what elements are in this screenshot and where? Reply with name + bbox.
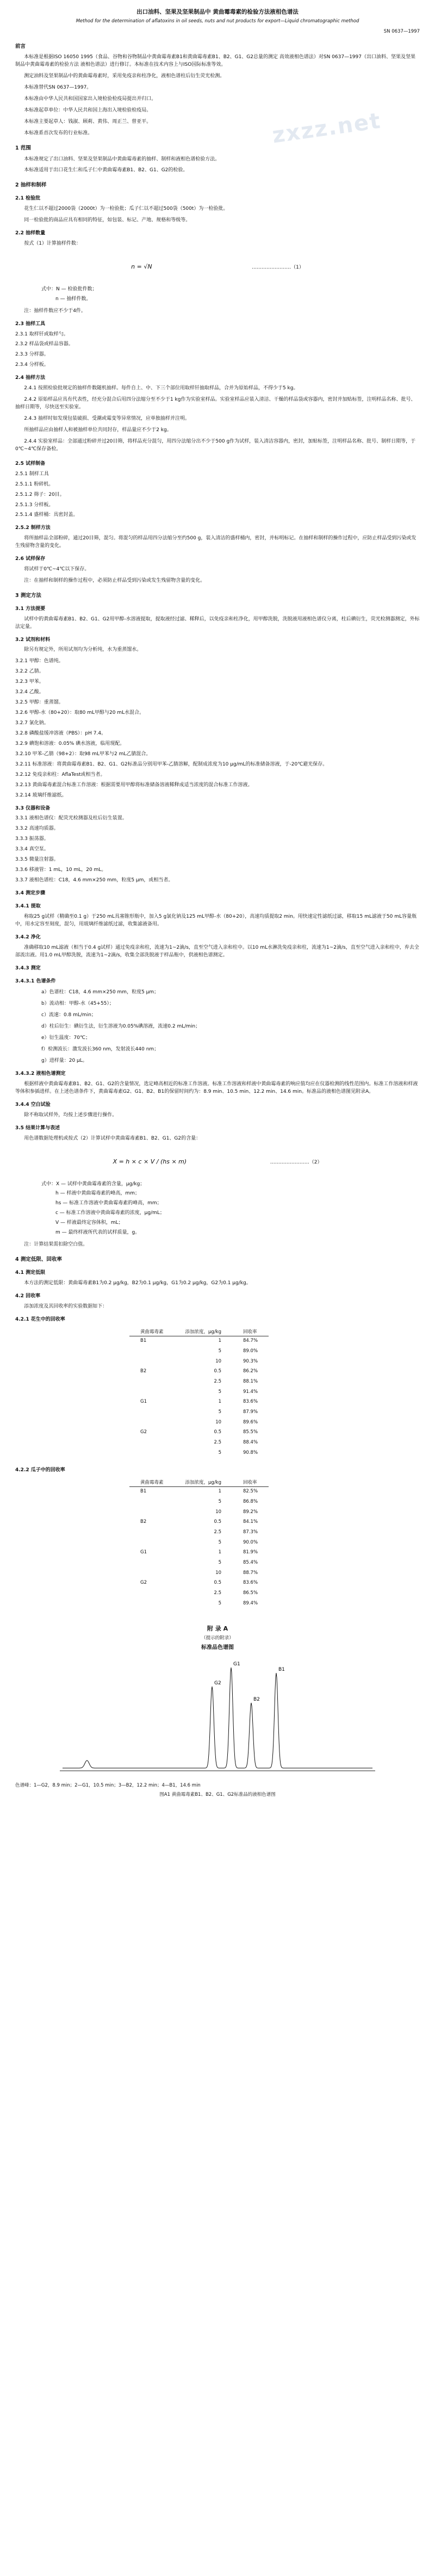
reagent-item: 3.2.12 免疫亲和柱：AflaTest或相当者。 bbox=[15, 771, 105, 777]
section-sample-prep bbox=[15, 461, 420, 585]
annex-a bbox=[15, 1624, 420, 1799]
condition-item: d）柱后衍生：碘衍生法，衍生溶液为0.05%碘溶液，流速0.2 mL/min； bbox=[41, 1024, 201, 1030]
annex-title: 附 录 A bbox=[207, 1625, 228, 1632]
spike-level-cell: 5 bbox=[218, 1449, 222, 1455]
spike-level-cell: 5 bbox=[218, 1539, 222, 1545]
paragraph: 将试样于0℃~4℃以下保存。 bbox=[24, 567, 90, 573]
foreword-heading: 前言 bbox=[15, 43, 26, 49]
chromatogram-plot bbox=[49, 1659, 386, 1779]
list-item: 2.5.1.1 粉碎机。 bbox=[15, 481, 54, 487]
toxin-cell bbox=[129, 1387, 175, 1397]
recovery-cell: 86.5% bbox=[243, 1590, 258, 1596]
paragraph: 2.4.3 抽样时如发现包装破损、受潮或霉变等异常情况，应单独抽样并注明。 bbox=[24, 416, 190, 422]
subsection-heading: 2.4 抽样方法 bbox=[15, 375, 46, 381]
spike-level-cell: 1 bbox=[218, 1399, 222, 1405]
watermark: zxzz.net bbox=[270, 108, 383, 148]
paragraph: 除不称取试样外，均按上述步骤进行操作。 bbox=[24, 1112, 117, 1118]
section-heading: 4 测定低限、回收率 bbox=[15, 1256, 62, 1263]
reagent-item: 3.2.6 甲醇-水（80+20）：取80 mL甲醇与20 mL水混合。 bbox=[15, 710, 145, 716]
formula-number: ……………………（1） bbox=[252, 264, 304, 270]
table-row bbox=[129, 1407, 269, 1417]
table-row bbox=[129, 1598, 269, 1609]
toxin-cell bbox=[129, 1346, 175, 1357]
chromatogram-peaks bbox=[63, 1662, 372, 1768]
subsection-heading: 3.4.3 测定 bbox=[15, 965, 41, 971]
paragraph: 花生仁以不超过2000袋（2000t）为一检验批；瓜子仁以不超过500袋（500t）为一检验批。 bbox=[24, 206, 228, 212]
toxin-cell bbox=[129, 1497, 175, 1507]
spike-level-cell: 5 bbox=[218, 1409, 222, 1415]
section-heading: 1 范围 bbox=[15, 145, 31, 151]
formula-legend: hs — 标准工作溶液中黄曲霉毒素的峰高，mm； bbox=[55, 1200, 162, 1206]
formula-legend: c — 标准工作溶液中黄曲霉毒素的浓度，μg/mL； bbox=[55, 1210, 165, 1216]
list-item: 2.5.1.3 分样板。 bbox=[15, 502, 54, 508]
note: 注：抽样件数应不少于4件。 bbox=[24, 308, 86, 314]
toxin-cell: G1 bbox=[140, 1399, 147, 1405]
annex-subtitle: （提示的附录） bbox=[201, 1635, 234, 1641]
recovery-cell: 90.0% bbox=[243, 1539, 258, 1545]
section-heading: 3 测定方法 bbox=[15, 593, 41, 599]
recovery-cell: 85.4% bbox=[243, 1559, 258, 1565]
table-row bbox=[129, 1527, 269, 1538]
spike-level-cell: 0.5 bbox=[214, 1580, 222, 1586]
toxin-cell: G2 bbox=[140, 1429, 147, 1435]
annex-name: 标准品色谱图 bbox=[201, 1644, 234, 1651]
toxin-cell: B2 bbox=[140, 1519, 147, 1525]
instrument-item: 3.3.1 液相色谱仪：配荧光检测器及柱后衍生装置。 bbox=[15, 816, 127, 822]
paragraph: 准确移取10 mL滤液（相当于0.4 g试样）通过免疫亲和柱，流速为1~2滴/s，直至空气进入亲和柱中。以10 mL水淋洗免疫亲和柱，流速为1~2滴/s，直至空气进入亲和柱中，弃去全部流出液。用1.0 mL甲醇洗脱，流速为1~2滴/s，收集全部洗脱液于样品瓶中，供液相色谱测定。 bbox=[15, 944, 419, 958]
list-item: 2.5.1 制样工具 bbox=[15, 471, 49, 477]
recovery-cell: 85.5% bbox=[243, 1429, 258, 1435]
subsection-heading: 4.2.1 花生中的回收率 bbox=[15, 1316, 65, 1322]
foreword-paragraph: 本标准是根据ISO 16050 1995（食品、谷物和谷物制品中黄曲霉毒素B1和黄曲霉毒素B1、B2、G1、G2总量的测定 高效液相色谱法）对SN 0637—1997（出口油料、坚果及坚果制品中黄曲霉毒素的检验方法 液相色谱法）进行修订。本标准在技术内容上与ISO国际标准等效。 bbox=[15, 54, 415, 68]
table-row bbox=[129, 1448, 269, 1458]
spike-level-cell: 10 bbox=[215, 1509, 222, 1515]
condition-item: a）色谱柱：C18，4.6 mm×250 mm，粒度5 μm； bbox=[41, 990, 159, 995]
table-row bbox=[129, 1438, 269, 1448]
recovery-table-melon-seed bbox=[129, 1479, 269, 1609]
recovery-cell: 89.6% bbox=[243, 1419, 258, 1425]
subsection-heading: 3.4 测定步骤 bbox=[15, 891, 46, 897]
formula-expression: X = h × c × V / (hs × m) bbox=[113, 1158, 187, 1165]
recovery-cell: 82.5% bbox=[243, 1489, 258, 1495]
spike-level-cell: 10 bbox=[215, 1419, 222, 1425]
recovery-cell: 89.4% bbox=[243, 1600, 258, 1606]
peak-label: B2 bbox=[253, 1697, 260, 1703]
reagent-item: 3.2.10 甲苯-乙腈（98+2）：取98 mL甲苯与2 mL乙腈混合。 bbox=[15, 751, 151, 757]
note: 注：计算结果需扣除空白值。 bbox=[24, 1242, 88, 1248]
reagent-item: 3.2.14 玻璃纤维滤纸。 bbox=[15, 792, 67, 798]
recovery-cell: 88.4% bbox=[243, 1439, 258, 1445]
spike-level-cell: 1 bbox=[218, 1550, 222, 1555]
toxin-cell bbox=[129, 1438, 175, 1448]
peak-label: G2 bbox=[214, 1681, 221, 1687]
foreword-paragraph: 本标准替代SN 0637—1997。 bbox=[24, 85, 92, 91]
section-method bbox=[15, 592, 420, 1249]
spike-level-cell: 2.5 bbox=[214, 1590, 222, 1596]
condition-item: c）流速：0.8 mL/min； bbox=[41, 1012, 96, 1018]
paragraph: 除另有规定外，所用试剂均为分析纯，水为重蒸馏水。 bbox=[24, 647, 142, 653]
section-scope bbox=[15, 145, 420, 175]
subsection-heading: 2.5.2 制样方法 bbox=[15, 525, 51, 531]
paragraph: 2.4.4 实验室样品：全部通过粉碎并过20目筛，将样品充分混匀，用四分法缩分出不少于500 g作为试样，装入清洁容器内，密封，加贴标签，注明样品名称、批号、制样日期等，于0℃~4℃保存备检。 bbox=[15, 438, 416, 452]
subsection-heading: 4.2 回收率 bbox=[15, 1293, 41, 1299]
recovery-cell: 83.6% bbox=[243, 1399, 258, 1405]
section-heading: 2 抽样和制样 bbox=[15, 182, 47, 189]
paragraph: 用色谱数据处理机或按式（2）计算试样中黄曲霉毒素B1、B2、G1、G2的含量： bbox=[24, 1135, 201, 1141]
paragraph: 试样中的黄曲霉毒素B1、B2、G1、G2用甲醇-水溶液提取，提取液经过滤、稀释后，以免疫亲和柱净化，用甲醇洗脱，洗脱液用液相色谱仪分离，柱后碘衍生，荧光检测器测定，外标法定量。 bbox=[15, 616, 420, 630]
recovery-cell: 83.6% bbox=[243, 1580, 258, 1586]
table-row bbox=[129, 1486, 269, 1497]
table-row bbox=[129, 1336, 269, 1346]
table-row bbox=[129, 1428, 269, 1438]
condition-item: g）进样量：20 μL。 bbox=[41, 1058, 88, 1064]
subsection-heading: 2.2 抽样数量 bbox=[15, 230, 46, 236]
subsection-heading: 4.1 测定低限 bbox=[15, 1270, 46, 1275]
recovery-cell: 90.3% bbox=[243, 1358, 258, 1364]
instrument-item: 3.3.3 振荡器。 bbox=[15, 836, 49, 842]
peak-label: B1 bbox=[278, 1667, 285, 1673]
reagent-item: 3.2.4 乙酸。 bbox=[15, 689, 44, 695]
table-row bbox=[129, 1558, 269, 1568]
reagent-item: 3.2.5 甲醇：重蒸馏。 bbox=[15, 700, 64, 706]
recovery-cell: 89.2% bbox=[243, 1509, 258, 1515]
spike-level-cell: 10 bbox=[215, 1570, 222, 1576]
subsection-heading: 2.5 试样制备 bbox=[15, 461, 46, 466]
subsection-heading: 3.4.2 净化 bbox=[15, 934, 41, 940]
table-header: 黄曲霉毒素 bbox=[129, 1328, 175, 1336]
paragraph: 本方法的测定低限：黄曲霉毒素B1为0.2 μg/kg，B2为0.1 μg/kg，G1为0.2 μg/kg，G2为0.1 μg/kg。 bbox=[24, 1280, 251, 1286]
section-limits-recovery bbox=[15, 1256, 420, 1608]
peak-label: G1 bbox=[233, 1662, 240, 1667]
recovery-cell: 86.8% bbox=[243, 1498, 258, 1504]
recovery-cell: 88.7% bbox=[243, 1570, 258, 1576]
subsection-heading: 3.4.3.1 色谱条件 bbox=[15, 978, 56, 984]
table-header: 回收率 bbox=[232, 1479, 269, 1487]
paragraph: 本标准规定了出口油料、坚果及坚果制品中黄曲霉毒素的抽样、制样和液相色谱检验方法。 bbox=[24, 156, 220, 162]
table-row bbox=[129, 1568, 269, 1578]
formula-1 bbox=[15, 262, 420, 272]
reagent-item: 3.2.9 碘饱和溶液：0.05% 碘水溶液，临用现配。 bbox=[15, 741, 125, 746]
list-item: 2.3.3 分样器。 bbox=[15, 352, 49, 358]
recovery-cell: 89.0% bbox=[243, 1348, 258, 1354]
formula-legend: 式中：X — 试样中黄曲霉毒素的含量，μg/kg； bbox=[41, 1181, 145, 1187]
note: 注：在抽样和制样的操作过程中，必须防止样品受到污染或发生残留物含量的变化。 bbox=[24, 578, 206, 584]
subsection-heading: 3.4.3.2 液相色谱测定 bbox=[15, 1071, 66, 1077]
paragraph: 添加浓度及其回收率的实验数据如下： bbox=[24, 1303, 108, 1309]
toxin-cell bbox=[129, 1417, 175, 1428]
formula-legend: V — 样液最终定容体积，mL； bbox=[55, 1220, 123, 1226]
recovery-cell: 81.9% bbox=[243, 1550, 258, 1555]
toxin-cell: B1 bbox=[140, 1338, 147, 1344]
toxin-cell bbox=[129, 1558, 175, 1568]
figure-caption: 图A1 黄曲霉毒素B1、B2、G1、G2标准品的液相色谱图 bbox=[159, 1792, 276, 1798]
spike-level-cell: 5 bbox=[218, 1600, 222, 1606]
subsection-heading: 2.3 抽样工具 bbox=[15, 321, 46, 327]
table-row bbox=[129, 1548, 269, 1558]
table-row bbox=[129, 1417, 269, 1428]
spike-level-cell: 5 bbox=[218, 1498, 222, 1504]
toxin-cell: G1 bbox=[140, 1550, 147, 1555]
toxin-cell bbox=[129, 1357, 175, 1367]
spike-level-cell: 10 bbox=[215, 1358, 222, 1364]
spike-level-cell: 5 bbox=[218, 1559, 222, 1565]
reagent-item: 3.2.3 甲苯。 bbox=[15, 679, 44, 685]
table-row bbox=[129, 1357, 269, 1367]
toxin-cell bbox=[129, 1407, 175, 1417]
reagent-item: 3.2.13 黄曲霉毒素混合标准工作溶液：根据需要用甲醇将标准储备溶液稀释成适当浓度的混合标准工作溶液。 bbox=[15, 782, 253, 788]
table-header: 黄曲霉毒素 bbox=[129, 1479, 175, 1487]
spike-level-cell: 5 bbox=[218, 1348, 222, 1354]
toxin-cell bbox=[129, 1507, 175, 1517]
table-header: 回收率 bbox=[232, 1328, 269, 1336]
paragraph: 本标准适用于出口花生仁和瓜子仁中黄曲霉毒素B1、B2、G1、G2的检验。 bbox=[24, 167, 188, 173]
paragraph: 2.4.1 按照检验批规定的抽样件数随机抽样。每件自上、中、下三个部位用取样钎抽取样品，合并为原始样品，不得少于5 kg。 bbox=[24, 385, 299, 391]
list-item: 2.5.1.4 盛样桶：具密封盖。 bbox=[15, 512, 78, 518]
table-row bbox=[129, 1507, 269, 1517]
table-row bbox=[129, 1578, 269, 1589]
foreword-paragraph: 测定油料及坚果制品中的黄曲霉毒素时，采用免疫亲和柱净化，液相色谱柱后衍生荧光检测。 bbox=[24, 73, 225, 79]
list-item: 2.3.4 分样板。 bbox=[15, 362, 49, 368]
chromatogram-figure bbox=[49, 1659, 386, 1779]
toxin-cell bbox=[129, 1588, 175, 1598]
subsection-heading: 3.3 仪器和设备 bbox=[15, 805, 51, 811]
recovery-cell: 87.3% bbox=[243, 1529, 258, 1535]
list-item: 2.5.1.2 筛子：20目。 bbox=[15, 491, 65, 497]
table-row bbox=[129, 1497, 269, 1507]
table-row bbox=[129, 1387, 269, 1397]
formula-legend: n — 抽样件数。 bbox=[55, 296, 91, 302]
reagent-item: 3.2.1 甲醇：色谱纯。 bbox=[15, 658, 64, 664]
spike-level-cell: 0.5 bbox=[214, 1368, 222, 1374]
toxin-cell bbox=[129, 1527, 175, 1538]
spike-level-cell: 1 bbox=[218, 1338, 222, 1344]
subsection-heading: 4.2.2 瓜子中的回收率 bbox=[15, 1467, 65, 1473]
toxin-cell bbox=[129, 1538, 175, 1548]
paragraph: 同一检验批的商品应具有相同的特征，如包装、标记、产地、规格和等级等。 bbox=[24, 217, 191, 223]
table-row bbox=[129, 1538, 269, 1548]
foreword-paragraph: 本标准起草单位：中华人民共和国上海出入境检验检疫局。 bbox=[24, 108, 152, 114]
spike-level-cell: 2.5 bbox=[214, 1378, 222, 1384]
paragraph: 按式（1）计算抽样件数： bbox=[24, 240, 81, 246]
subsection-heading: 3.5 结果计算与表述 bbox=[15, 1125, 60, 1131]
paragraph: 所抽样品应由抽样人和被抽样单位共同封存，样品量应不少于2 kg。 bbox=[24, 427, 172, 433]
instrument-item: 3.3.4 真空泵。 bbox=[15, 847, 49, 853]
paragraph: 根据样液中黄曲霉毒素B1、B2、G1、G2的含量情况，选定峰高相近的标准工作溶液。标准工作溶液和样液中黄曲霉毒素的响应值均应在仪器检测的线性范围内。标准工作溶液和样液等体积参插进样。在上述色谱条件下，黄曲霉毒素G2、G1、B2、B1的保留时间约为：8.9 min、10.5 min、12.2 min、14.6 min。标准品的液相色谱图见附录A。 bbox=[15, 1081, 418, 1094]
paragraph: 将所抽样品全部粉碎，通过20目筛，混匀。将混匀的样品用四分法缩分至约500 g，装入清洁的盛样桶内，密封，并标明标记。在抽样和制样的操作过程中，应防止样品受到污染或发生残留物含量的变化。 bbox=[15, 536, 417, 549]
recovery-cell: 88.1% bbox=[243, 1378, 258, 1384]
foreword-paragraph: 本标准系首次发布的行业标准。 bbox=[24, 130, 93, 136]
recovery-cell: 91.4% bbox=[243, 1389, 258, 1395]
formula-legend: m — 最终样液所代表的试样质量，g。 bbox=[55, 1230, 140, 1236]
document-title: 出口油料、坚果及坚果制品中 黄曲霉毒素的检验方法液相色谱法 bbox=[136, 9, 299, 15]
toxin-cell bbox=[129, 1598, 175, 1609]
formula-legend: 式中：N — 检验批件数； bbox=[41, 286, 97, 292]
table-row bbox=[129, 1397, 269, 1408]
figure-note: 色谱峰：1—G2，8.9 min；2—G1，10.5 min；3—B2，12.2 min；4—B1，14.6 min bbox=[15, 1783, 201, 1789]
standard-code: SN 0637—1997 bbox=[383, 29, 420, 35]
formula-expression: n = √N bbox=[131, 263, 152, 270]
reagent-item: 3.2.11 标准溶液：将黄曲霉毒素B1、B2、G1、G2标准品分别用甲苯-乙腈溶解，配制成浓度为10 μg/mL的标准储备溶液，于-20℃避光保存。 bbox=[15, 761, 328, 767]
spike-level-cell: 0.5 bbox=[214, 1519, 222, 1525]
toxin-cell bbox=[129, 1568, 175, 1578]
reagent-item: 3.2.7 氯化钠。 bbox=[15, 720, 49, 726]
toxin-cell: B1 bbox=[140, 1489, 147, 1495]
subsection-heading: 3.4.4 空白试验 bbox=[15, 1102, 51, 1107]
subsection-heading: 3.1 方法提要 bbox=[15, 606, 46, 612]
reagent-item: 3.2.8 磷酸盐缓冲溶液（PBS）：pH 7.4。 bbox=[15, 730, 107, 736]
recovery-cell: 84.7% bbox=[243, 1338, 258, 1344]
subsection-heading: 3.4.1 提取 bbox=[15, 903, 41, 909]
spike-level-cell: 5 bbox=[218, 1389, 222, 1395]
table-header: 添加浓度，μg/kg bbox=[175, 1328, 233, 1336]
table-row bbox=[129, 1588, 269, 1598]
formula-legend: h — 样液中黄曲霉毒素的峰高，mm； bbox=[55, 1191, 140, 1197]
recovery-cell: 90.8% bbox=[243, 1449, 258, 1455]
paragraph: 称取25 g试样（精确至0.1 g）于250 mL具塞锥形瓶中，加入5 g氯化钠及125 mL甲醇-水（80+20），高速均质提取2 min。用快速定性滤纸过滤，移取15 mL滤液于50 mL容量瓶中，用水定容至刻度，混匀，用玻璃纤维滤纸过滤，收集滤液备用。 bbox=[15, 913, 417, 927]
instrument-item: 3.3.5 微量注射器。 bbox=[15, 857, 59, 863]
toxin-cell: G2 bbox=[140, 1580, 147, 1586]
recovery-cell: 84.1% bbox=[243, 1519, 258, 1525]
list-item: 2.3.2 样品袋或样品容器。 bbox=[15, 341, 73, 347]
foreword-paragraph: 本标准由中华人民共和国国家出入境检验检疫局提出并归口。 bbox=[24, 96, 157, 102]
condition-item: b）流动相：甲醇-水（45+55）； bbox=[41, 1001, 114, 1007]
recovery-table-peanut bbox=[129, 1328, 269, 1458]
table-row bbox=[129, 1517, 269, 1528]
subsection-heading: 3.2 试剂和材料 bbox=[15, 637, 51, 643]
reagent-item: 3.2.2 乙腈。 bbox=[15, 669, 44, 675]
spike-level-cell: 2.5 bbox=[214, 1529, 222, 1535]
instrument-item: 3.3.7 液相色谱柱：C18，4.6 mm×250 mm，粒度5 μm，或相当者。 bbox=[15, 878, 173, 883]
spike-level-cell: 2.5 bbox=[214, 1439, 222, 1445]
formula-number: ……………………（2） bbox=[270, 1159, 322, 1165]
subsection-heading: 2.6 试样保存 bbox=[15, 556, 46, 562]
instrument-item: 3.3.6 移液管：1 mL，10 mL，20 mL。 bbox=[15, 867, 107, 873]
foreword-paragraph: 本标准主要起草人：钱淑、顾莉、黄伟、周正兰、曾亚平。 bbox=[24, 119, 152, 125]
section-sampling bbox=[15, 182, 420, 453]
toxin-cell: B2 bbox=[140, 1368, 147, 1374]
condition-item: f）检测波长：激发波长360 nm，发射波长440 nm； bbox=[41, 1047, 159, 1053]
recovery-cell: 87.9% bbox=[243, 1409, 258, 1415]
list-item: 2.3.1 取样钎或取样勺。 bbox=[15, 331, 69, 337]
subsection-heading: 2.1 检验批 bbox=[15, 196, 41, 202]
spike-level-cell: 1 bbox=[218, 1489, 222, 1495]
condition-item: e）衍生温度：70℃； bbox=[41, 1035, 91, 1041]
table-row bbox=[129, 1377, 269, 1387]
table-row bbox=[129, 1346, 269, 1357]
document-title-english: Method for the determination of aflatoxins in oil seeds, nuts and nut products for export—Liquid chromatographic method bbox=[76, 18, 359, 24]
spike-level-cell: 0.5 bbox=[214, 1429, 222, 1435]
paragraph: 2.4.2 原始样品应具有代表性，经充分混合后用四分法缩分至不少于1 kg作为实验室样品。实验室样品应装入清洁、干燥的样品袋或容器内，密封并加贴标签，注明样品名称、批号、抽样日期等，尽快送至实验室。 bbox=[15, 397, 416, 410]
instrument-item: 3.3.2 高速均质器。 bbox=[15, 826, 59, 832]
recovery-cell: 86.2% bbox=[243, 1368, 258, 1374]
table-header: 添加浓度，μg/kg bbox=[175, 1479, 233, 1487]
toxin-cell bbox=[129, 1448, 175, 1458]
formula-2 bbox=[15, 1157, 420, 1167]
table-row bbox=[129, 1367, 269, 1377]
toxin-cell bbox=[129, 1377, 175, 1387]
